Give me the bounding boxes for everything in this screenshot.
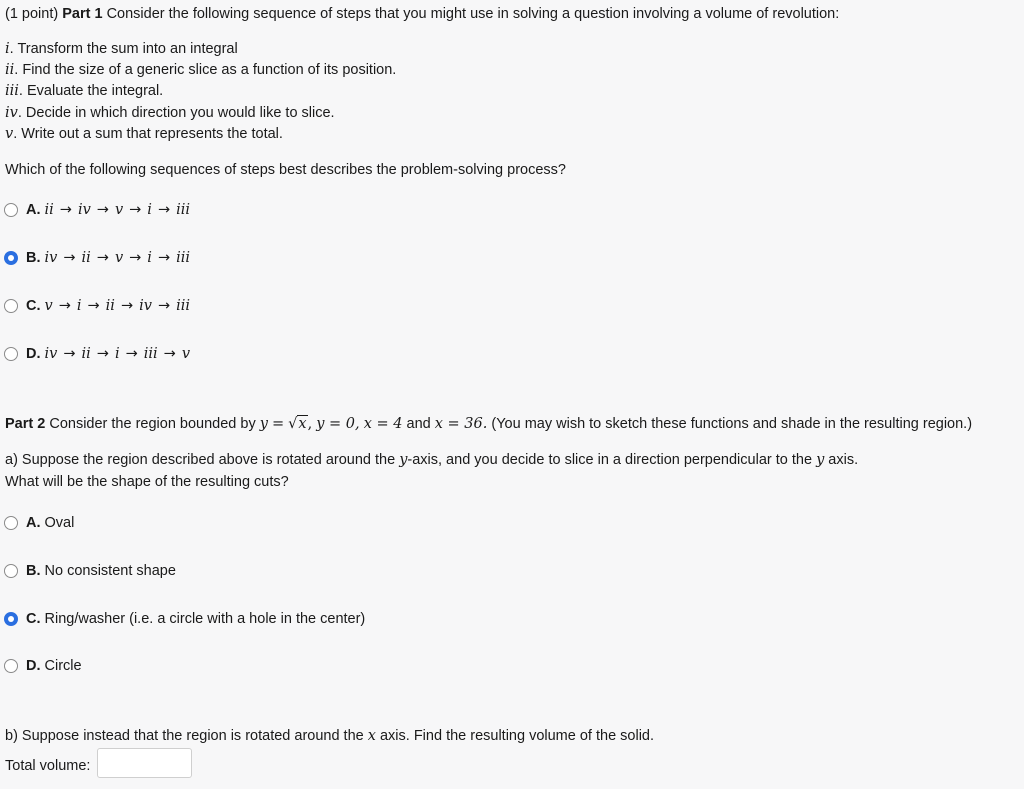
step-text: Evaluate the integral.: [26, 83, 164, 99]
step-item: iii. Evaluate the integral.: [5, 83, 164, 99]
step-number: iv: [5, 105, 18, 121]
eq3: x = 4: [363, 416, 403, 432]
sequence-step: v: [114, 202, 124, 218]
option-letter: A.: [26, 515, 41, 531]
sequence-step: iv: [44, 346, 58, 362]
sequence-step: iii: [176, 298, 191, 314]
option-label: [26, 515, 74, 531]
sequence-step: iv: [44, 250, 58, 266]
radio-button[interactable]: [4, 251, 18, 265]
qa-axis1: y: [399, 452, 408, 468]
arrow-icon: →: [157, 298, 171, 314]
part1-question: Which of the following sequences of steps best describes the problem-solving process?: [5, 162, 566, 178]
sequence-step: ii: [81, 346, 91, 362]
step-text: Find the size of a generic slice as a function of its position.: [22, 62, 397, 78]
sequence-step: iv: [139, 298, 152, 314]
eq-y: y: [259, 416, 268, 432]
step-number: iii: [5, 83, 19, 99]
qa-text1: a) Suppose the region described above is rotated around the: [5, 452, 396, 468]
step-item: iv. Decide in which direction you would like to slice.: [5, 105, 335, 121]
arrow-icon: →: [96, 250, 109, 266]
option-letter: C.: [26, 298, 41, 314]
arrow-icon: →: [87, 298, 100, 314]
qa-axis2: y: [816, 452, 825, 468]
sequence-step: ii: [81, 250, 91, 266]
option-label: [26, 563, 176, 579]
arrow-icon: →: [96, 346, 109, 362]
sqrt-arg: x: [298, 416, 307, 432]
step-item: i. Transform the sum into an integral: [5, 41, 238, 57]
option-letter: D.: [26, 346, 41, 362]
part1-label: Part 1: [62, 6, 103, 22]
option-label: [26, 250, 190, 266]
sequence-step: i: [114, 346, 120, 362]
sequence-step: v: [44, 298, 53, 314]
sequence-step: i: [147, 250, 152, 266]
arrow-icon: →: [157, 202, 171, 218]
sequence-step: ii: [105, 298, 115, 314]
sequence-step: v: [114, 250, 124, 266]
step-text: Decide in which direction you would like to slice.: [25, 105, 335, 121]
sequence-step: v: [181, 346, 191, 362]
arrow-icon: →: [58, 298, 71, 314]
part2-header: Part 2 Consider the region bounded by y = √x, y = 0, x = 4 and x = 36. (You may wish to sketch these functions and shade in the resulting region.): [5, 416, 973, 432]
step-number: v: [5, 126, 14, 142]
qa-text3: axis.: [828, 452, 859, 468]
eq-sign: =: [271, 416, 285, 432]
part1-header: [5, 6, 839, 22]
arrow-icon: →: [63, 346, 76, 362]
part2-option[interactable]: [4, 563, 176, 579]
part1-intro: Consider the following sequence of steps that you might use in solving a question involving a volume of revolution:: [106, 6, 840, 22]
step-text: Write out a sum that represents the total.: [21, 126, 283, 142]
sequence-step: iv: [77, 202, 91, 218]
points-label: (1 point): [5, 6, 59, 22]
option-letter: D.: [26, 658, 41, 674]
total-volume-input[interactable]: [97, 748, 192, 778]
step-text: Transform the sum into an integral: [17, 41, 238, 57]
arrow-icon: →: [59, 202, 72, 218]
sequence-step: i: [76, 298, 82, 314]
option-letter: A.: [26, 202, 41, 218]
radio-button[interactable]: [4, 516, 18, 530]
arrow-icon: →: [120, 298, 134, 314]
option-label: [26, 611, 365, 627]
arrow-icon: →: [96, 202, 109, 218]
part1-option[interactable]: [4, 346, 190, 362]
qb-text2: axis. Find the resulting volume of the solid.: [379, 728, 655, 744]
qa-text2: -axis, and you decide to slice in a direction perpendicular to the: [407, 452, 813, 468]
arrow-icon: →: [125, 346, 138, 362]
volume-label: Total volume:: [5, 758, 91, 774]
sequence-step: iii: [143, 346, 158, 362]
arrow-icon: →: [129, 250, 142, 266]
qb-text1: b) Suppose instead that the region is rotated around the: [5, 728, 364, 744]
option-text: Ring/washer (i.e. a circle with a hole in the center): [44, 611, 366, 627]
option-letter: C.: [26, 611, 41, 627]
arrow-icon: →: [63, 250, 76, 266]
option-label: [26, 202, 190, 218]
eq2: y = 0,: [316, 416, 360, 432]
eq4: x = 36.: [434, 416, 488, 432]
part2-option[interactable]: [4, 611, 365, 627]
radio-button[interactable]: [4, 347, 18, 361]
part2-intro-a: Consider the region bounded by: [49, 416, 256, 432]
sequence-step: iii: [176, 250, 191, 266]
arrow-icon: →: [157, 250, 171, 266]
option-letter: B.: [26, 563, 41, 579]
sequence-step: ii: [44, 202, 54, 218]
qb-axis: x: [367, 728, 376, 744]
part2-label: Part 2: [5, 416, 46, 432]
radio-button[interactable]: [4, 203, 18, 217]
option-label: [26, 298, 190, 314]
option-text: Oval: [44, 515, 75, 531]
arrow-icon: →: [163, 346, 176, 362]
radio-button[interactable]: [4, 612, 18, 626]
part1-option[interactable]: [4, 202, 190, 218]
part2-option[interactable]: [4, 515, 74, 531]
option-letter: B.: [26, 250, 41, 266]
part2-option[interactable]: [4, 658, 82, 674]
and-word: and: [406, 416, 431, 432]
arrow-icon: →: [129, 202, 142, 218]
step-item: v. Write out a sum that represents the total.: [5, 126, 283, 142]
step-number: i: [5, 41, 10, 57]
radical-icon: √: [288, 416, 298, 432]
step-number: ii: [5, 62, 15, 78]
sqrt-expression: [288, 416, 307, 432]
option-text: Circle: [44, 658, 82, 674]
sequence-step: iii: [176, 202, 191, 218]
part2-intro-b: (You may wish to sketch these functions and shade in the resulting region.): [491, 416, 973, 432]
part1-option[interactable]: [4, 250, 190, 266]
radio-button[interactable]: [4, 659, 18, 673]
step-item: ii. Find the size of a generic slice as a function of its position.: [5, 62, 397, 78]
sequence-step: i: [147, 202, 152, 218]
option-text: No consistent shape: [44, 563, 176, 579]
radio-button[interactable]: [4, 299, 18, 313]
option-label: [26, 658, 82, 674]
question-a-line2: What will be the shape of the resulting cuts?: [5, 474, 289, 490]
question-a: [5, 452, 858, 468]
question-b: [5, 728, 654, 744]
radio-button[interactable]: [4, 564, 18, 578]
option-label: [26, 346, 190, 362]
part1-option[interactable]: [4, 298, 190, 314]
